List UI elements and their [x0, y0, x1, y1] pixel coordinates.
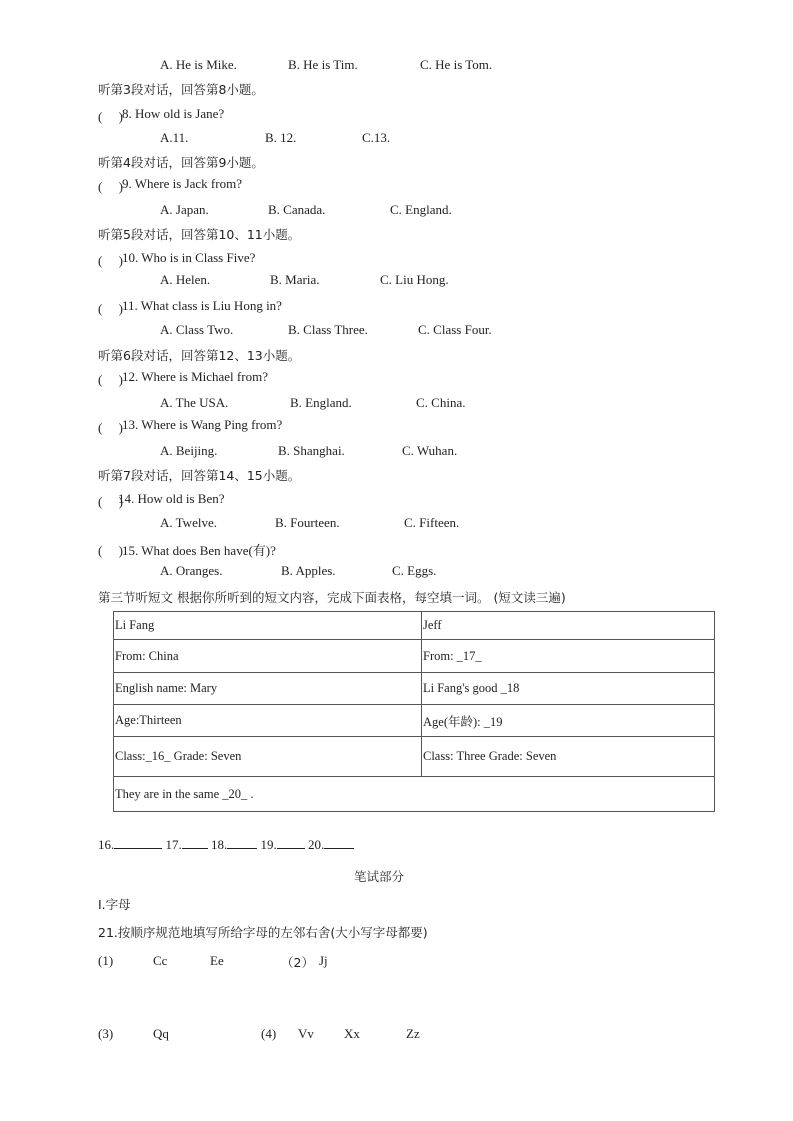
answer-paren: ( ) — [98, 301, 123, 316]
option-c: C.13. — [362, 130, 391, 145]
option-c: C. England. — [390, 202, 452, 217]
question-13: 13. Where is Wang Ping from? — [122, 417, 283, 432]
option-b: B. 12. — [265, 130, 297, 145]
section-heading: 听第6段对话，回答第12、13小题。 — [98, 348, 301, 363]
answer-paren: ( ) — [98, 494, 123, 509]
letter-pair: Zz — [406, 1026, 420, 1041]
section-heading: 听第7段对话，回答第14、15小题。 — [98, 468, 301, 483]
question-9: 9. Where is Jack from? — [122, 176, 242, 191]
option-b: B. England. — [290, 395, 352, 410]
item-number: (3) — [98, 1026, 114, 1041]
item-number: (1) — [98, 953, 114, 968]
letter-pair: Jj — [319, 953, 328, 968]
section-heading: 听第3段对话，回答第8小题。 — [98, 82, 264, 97]
option-c: C. China. — [416, 395, 466, 410]
answer-number: 16. — [98, 837, 115, 852]
item-number: (4) — [261, 1026, 277, 1041]
option-a: A. The USA. — [160, 395, 229, 410]
table-cell: Li Fang's good _18 — [422, 673, 715, 705]
option-b: B. Fourteen. — [275, 515, 340, 530]
answer-paren: ( ) — [98, 253, 123, 268]
table-footer-cell: They are in the same _20_ . — [114, 777, 715, 812]
answer-paren: ( ) — [98, 179, 123, 194]
letter-pair: Vv — [298, 1026, 314, 1041]
answer-paren: ( ) — [98, 543, 123, 558]
answer-blank[interactable] — [114, 836, 162, 849]
option-c: C. Eggs. — [392, 563, 437, 578]
option-a: A. Oranges. — [160, 563, 223, 578]
option-b: B. Maria. — [270, 272, 320, 287]
table-cell: Age(年龄): _19 — [422, 705, 715, 737]
option-b: B. Apples. — [281, 563, 336, 578]
option-b: B. Class Three. — [288, 322, 368, 337]
question-14: 14. How old is Ben? — [118, 491, 225, 506]
table-cell: Class: Three Grade: Seven — [422, 737, 715, 777]
option-c: C. Class Four. — [418, 322, 492, 337]
section-i-heading: I.字母 — [98, 897, 131, 912]
answer-number: 20. — [308, 837, 325, 852]
option-c: C. Fifteen. — [404, 515, 460, 530]
letter-pair: Xx — [344, 1026, 360, 1041]
option-a: A.11. — [160, 130, 189, 145]
answer-number: 18. — [211, 837, 228, 852]
question-15: 15. What does Ben have(有)? — [122, 543, 276, 558]
letter-pair: Qq — [153, 1026, 169, 1041]
option-b: B. He is Tim. — [288, 57, 358, 72]
option-a: A. Class Two. — [160, 322, 234, 337]
option-a: A. Japan. — [160, 202, 209, 217]
info-table — [113, 611, 715, 812]
part3-heading: 第三节听短文 根据你所听到的短文内容，完成下面表格，每空填一词。 (短文读三遍) — [98, 590, 566, 605]
answer-blank[interactable] — [277, 836, 305, 849]
section-heading: 听第4段对话，回答第9小题。 — [98, 155, 264, 170]
option-a: A. He is Mike. — [160, 57, 237, 72]
option-a: A. Helen. — [160, 272, 211, 287]
section-heading: 听第5段对话，回答第10、11小题。 — [98, 227, 301, 242]
table-cell: From: _17_ — [422, 640, 715, 673]
answer-blank[interactable] — [182, 836, 208, 849]
letter-pair: Ee — [210, 953, 224, 968]
table-cell: Jeff — [422, 612, 715, 640]
table-cell: Age:Thirteen — [114, 705, 422, 737]
table-cell: Class:_16_ Grade: Seven — [114, 737, 422, 777]
table-cell: English name: Mary — [114, 673, 422, 705]
answer-blank[interactable] — [324, 836, 354, 849]
option-b: B. Canada. — [268, 202, 326, 217]
answer-paren: ( ) — [98, 420, 123, 435]
answer-number: 19. — [260, 837, 277, 852]
answer-number: 17. — [165, 837, 182, 852]
item-number: （2） — [281, 955, 314, 970]
option-a: A. Twelve. — [160, 515, 217, 530]
option-b: B. Shanghai. — [278, 443, 345, 458]
question-8: 8. How old is Jane? — [122, 106, 225, 121]
answer-blanks — [98, 836, 354, 853]
option-c: C. Wuhan. — [402, 443, 458, 458]
table-cell: Li Fang — [114, 612, 422, 640]
question-11: 11. What class is Liu Hong in? — [122, 298, 282, 313]
question-21: 21.按顺序规范地填写所给字母的左邻右舍(大小写字母都要) — [98, 925, 428, 940]
letter-pair: Cc — [153, 953, 168, 968]
answer-paren: ( ) — [98, 109, 123, 124]
question-12: 12. Where is Michael from? — [122, 369, 268, 384]
table-cell: From: China — [114, 640, 422, 673]
option-c: C. He is Tom. — [420, 57, 493, 72]
option-c: C. Liu Hong. — [380, 272, 449, 287]
question-10: 10. Who is in Class Five? — [122, 250, 256, 265]
answer-paren: ( ) — [98, 372, 123, 387]
written-part-title: 笔试部分 — [354, 869, 405, 884]
answer-blank[interactable] — [227, 836, 257, 849]
option-a: A. Beijing. — [160, 443, 218, 458]
